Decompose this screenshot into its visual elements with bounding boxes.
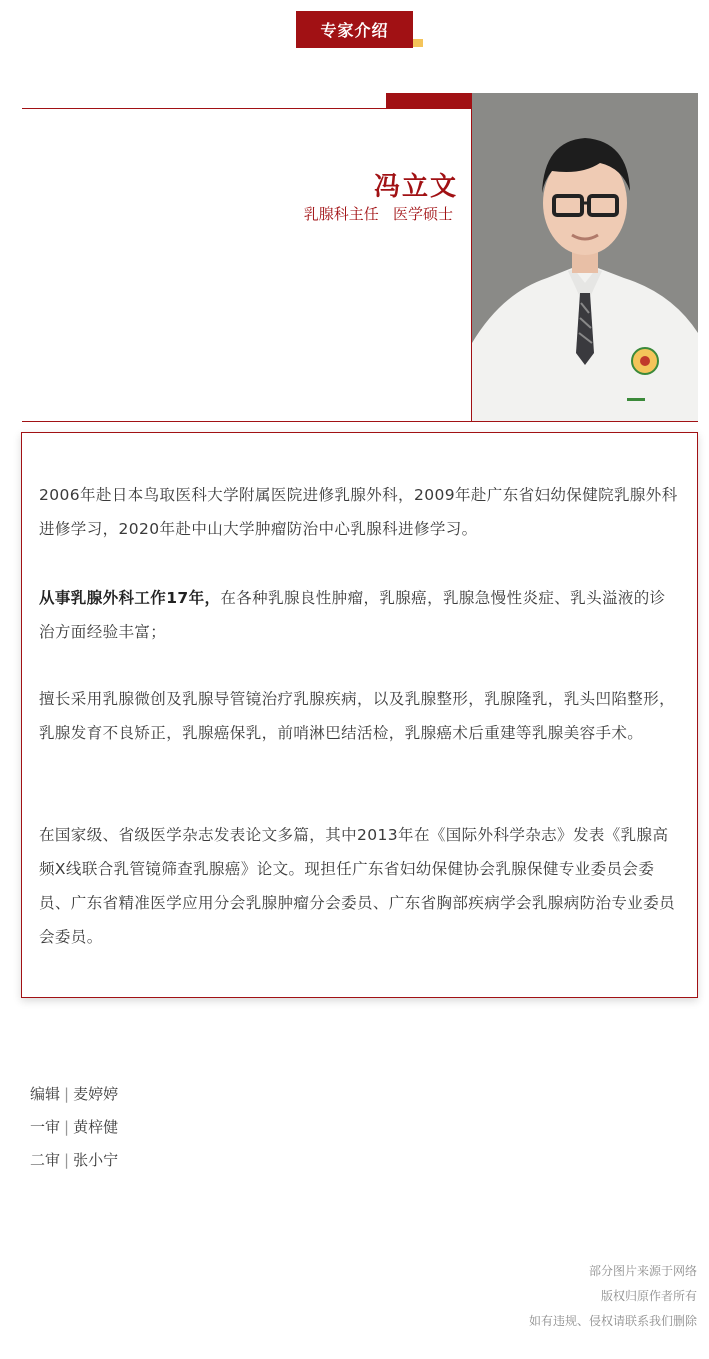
credit-separator: |	[64, 1085, 70, 1103]
bio-card	[21, 432, 698, 998]
credit-separator: |	[64, 1151, 70, 1169]
bio-paragraph-training: 2006年赴日本鸟取医科大学附属医院进修乳腺外科，2009年赴广东省妇幼保健院乳腺外科进修学习，2020年赴中山大学肿瘤防治中心乳腺科进修学习。	[39, 486, 678, 538]
credit-person: 麦婷婷	[73, 1085, 119, 1103]
credit-role: 一审	[30, 1118, 61, 1136]
credit-editor	[30, 1078, 118, 1111]
footer-line-copyright: 版权归原作者所有	[600, 1289, 697, 1303]
doctor-title: 乳腺科主任 医学硕士	[303, 205, 453, 223]
credit-separator: |	[64, 1118, 70, 1136]
footer-line-contact: 如有违规、侵权请联系我们删除	[528, 1314, 697, 1328]
decorative-square	[413, 39, 423, 47]
credit-first-review	[30, 1111, 118, 1144]
bio-experience-highlight: 从事乳腺外科工作17年，	[39, 589, 221, 607]
credit-second-review	[30, 1144, 118, 1177]
doctor-photo	[472, 93, 698, 421]
credit-role: 编辑	[30, 1085, 61, 1103]
credit-person: 张小宁	[73, 1151, 119, 1169]
doctor-name: 冯立文	[373, 172, 458, 202]
credit-person: 黄梓健	[73, 1118, 119, 1136]
editorial-credits	[30, 1078, 118, 1177]
section-title-badge: 专家介绍	[296, 11, 413, 48]
doctor-portrait-illustration	[472, 93, 698, 421]
credit-role: 二审	[30, 1151, 61, 1169]
footer-line-source: 部分图片来源于网络	[588, 1264, 697, 1278]
profile-top-divider	[22, 108, 472, 109]
bio-paragraph-experience	[39, 581, 681, 649]
profile-accent-bar	[386, 93, 472, 109]
copyright-notice	[529, 1259, 697, 1334]
bio-paragraph-publications: 在国家级、省级医学杂志发表论文多篇，其中2013年在《国际外科学杂志》发表《乳腺高频X线联合乳管镜筛查乳腺癌》论文。现担任广东省妇幼保健协会乳腺保健专业委员会委员、广东省精准医学应用分会乳腺肿瘤分会委员、广东省胸部疾病学会乳腺病防治专业委员会委员。	[39, 826, 676, 946]
profile-bottom-divider	[22, 421, 698, 422]
bio-experience-text: 在各种乳腺良性肿瘤，乳腺癌，乳腺急慢性炎症、乳头溢液的诊治方面经验丰富；	[39, 589, 666, 641]
bio-paragraph-specialties: 擅长采用乳腺微创及乳腺导管镜治疗乳腺疾病，以及乳腺整形，乳腺隆乳，乳头凹陷整形，乳腺发育不良矫正，乳腺癌保乳，前哨淋巴结活检，乳腺癌术后重建等乳腺美容手术。	[39, 690, 676, 742]
